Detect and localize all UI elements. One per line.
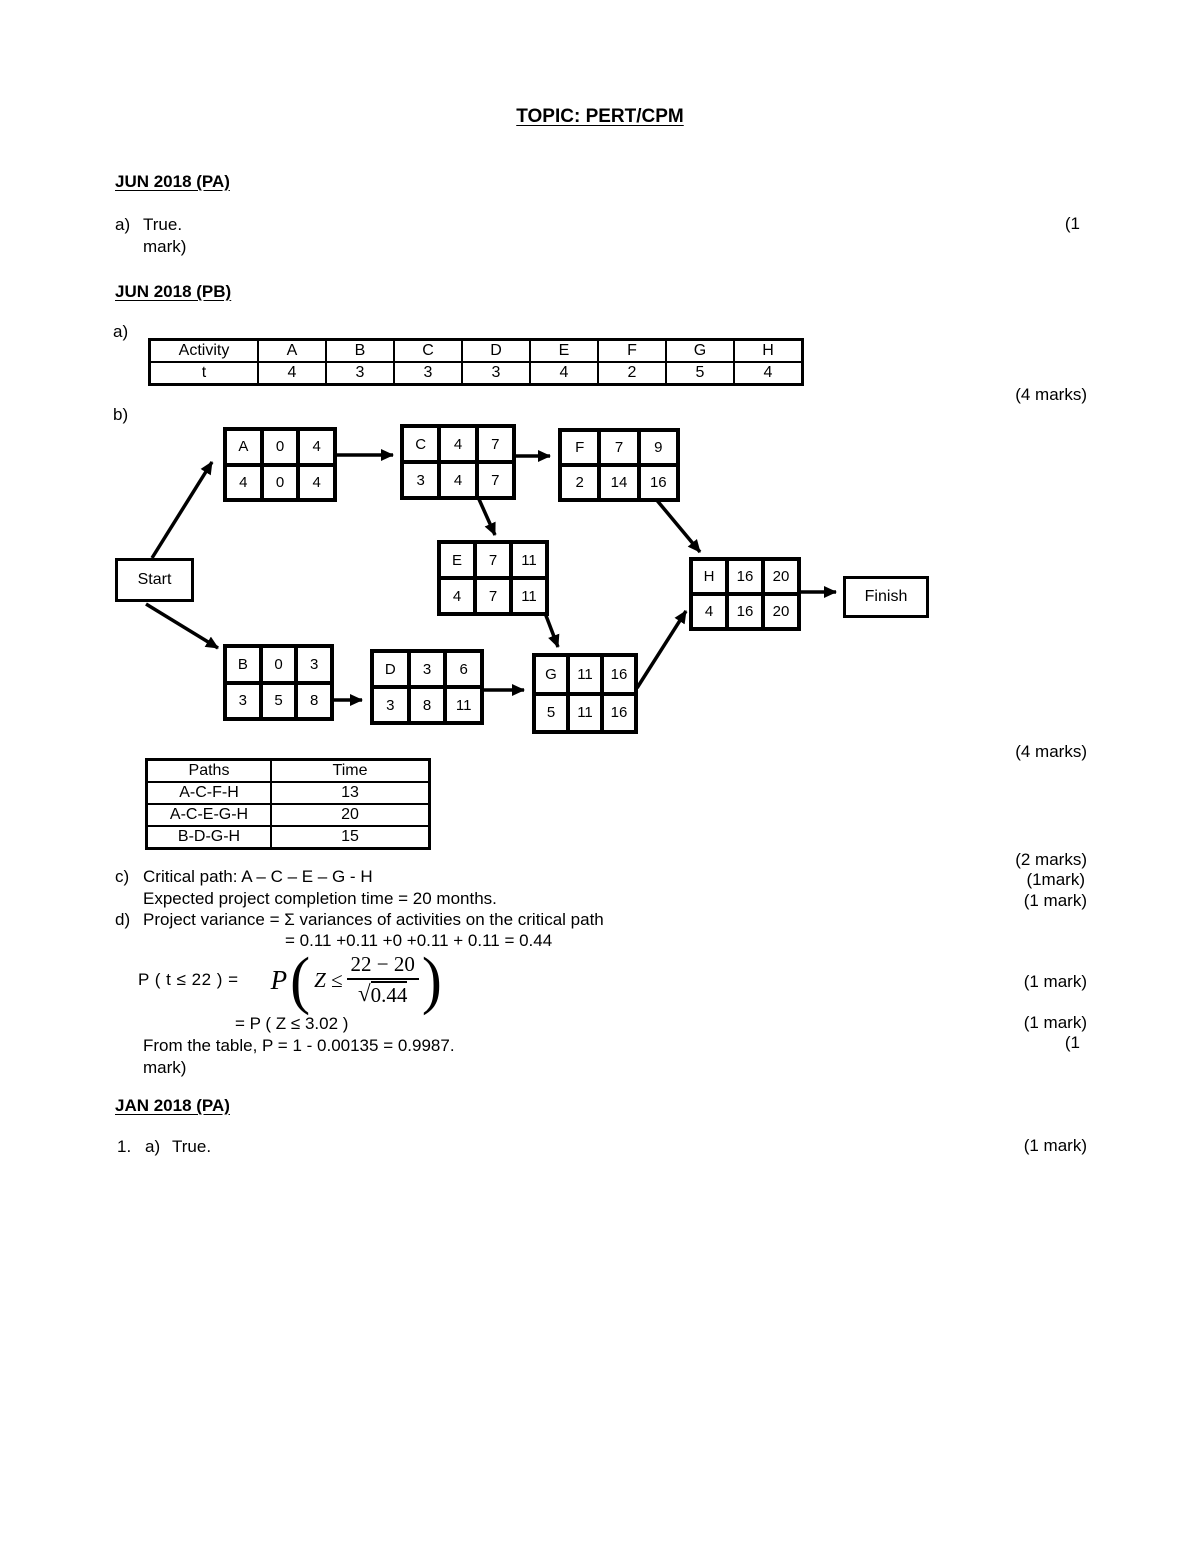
node-b [223, 644, 334, 721]
jun-pa-mark-cont: mark) [143, 237, 187, 256]
part-d-line3: = P ( Z ≤ 3.02 ) [235, 1014, 349, 1033]
probability-formula: P ( t ≤ 22 ) = P ( Z ≤ 22 − 20 √ 0.44 ) [138, 944, 442, 1016]
node-cell: 7 [477, 426, 514, 462]
node-cell: 4 [691, 594, 727, 629]
node-cell: 5 [261, 683, 297, 720]
node-cell: 3 [402, 462, 439, 498]
part-c-line1: Critical path: A – C – E – G - H [143, 867, 373, 886]
node-cell: F [560, 430, 599, 465]
activity-header-cell: C [394, 340, 462, 363]
node-cell: 3 [372, 687, 409, 723]
marks-label-c2: (1 mark) [1023, 891, 1087, 910]
part-c-label: c) [115, 867, 130, 886]
jun-pb-part-b-label: b) [113, 405, 129, 424]
activity-time-cell: t [150, 362, 259, 385]
time-cell: 20 [271, 804, 430, 826]
node-cell: 11 [568, 694, 602, 733]
activity-header-cell: Activity [150, 340, 259, 363]
node-cell: 11 [511, 578, 547, 614]
arrow-e-to-g [545, 613, 558, 647]
node-cell: 0 [261, 646, 297, 683]
node-cell: 7 [599, 430, 638, 465]
formula-left-side: P ( t ≤ 22 ) = [138, 970, 239, 989]
paths-header-cell: Time [271, 760, 430, 783]
activity-header-cell: A [258, 340, 326, 363]
arrow-g-to-h [637, 611, 686, 688]
node-finish: Finish [843, 576, 929, 618]
node-cell: C [402, 426, 439, 462]
node-start: Start [115, 558, 194, 602]
marks-label-diagram: (4 marks) [1015, 742, 1087, 761]
fraction-denominator [358, 980, 407, 1008]
node-cell: D [372, 651, 409, 687]
paths-table-row [147, 826, 430, 849]
node-cell: 4 [225, 465, 262, 501]
node-cell: 3 [409, 651, 446, 687]
node-cell: 3 [225, 683, 261, 720]
activity-time-cell: 4 [530, 362, 598, 385]
part-c-line2: Expected project completion time = 20 months. [143, 889, 497, 908]
part-d-label: d) [115, 910, 131, 929]
jan-pa-item-number: 1. [117, 1137, 132, 1156]
part-d-line4: From the table, P = 1 - 0.00135 = 0.9987. [143, 1036, 455, 1055]
marks-label-d3-open: (1 [1064, 1033, 1080, 1052]
part-d-mark-cont: mark) [143, 1058, 187, 1077]
activity-time-cell: 3 [462, 362, 530, 385]
part-d-line1: Project variance = Σ variances of activities on the critical path [143, 910, 604, 929]
node-cell: 11 [511, 542, 547, 578]
paths-table-row [147, 782, 430, 804]
activity-time-cell: 3 [326, 362, 394, 385]
paths-table [145, 758, 431, 850]
time-cell: 13 [271, 782, 430, 804]
node-cell: 14 [599, 465, 638, 500]
sqrt-argument: 0.44 [370, 983, 408, 1007]
node-cell: 8 [296, 683, 332, 720]
node-cell: 16 [639, 465, 678, 500]
section-heading-jun-pb: JUN 2018 (PB) [115, 282, 232, 301]
node-cell: 16 [727, 559, 763, 594]
node-f [558, 428, 680, 502]
node-d [370, 649, 484, 725]
node-cell: 16 [727, 594, 763, 629]
path-cell: A-C-F-H [147, 782, 272, 804]
node-cell: 9 [639, 430, 678, 465]
node-cell: 7 [475, 542, 511, 578]
jun-pb-part-a-label: a) [113, 322, 129, 341]
activity-time-cell: 5 [666, 362, 734, 385]
activity-time-cell: 4 [258, 362, 326, 385]
sqrt-symbol: √ [358, 981, 371, 1006]
node-cell: 0 [262, 465, 299, 501]
node-e [437, 540, 549, 616]
activity-time-cell: 3 [394, 362, 462, 385]
activity-header-cell: G [666, 340, 734, 363]
formula-z-condition: Z ≤ [314, 967, 343, 992]
node-cell: 5 [534, 694, 568, 733]
arrow-start-to-b [146, 604, 218, 648]
jan-pa-answer: True. [172, 1137, 212, 1156]
node-cell: 4 [439, 462, 476, 498]
activity-header-cell: E [530, 340, 598, 363]
marks-label-d1: (1 mark) [1023, 972, 1087, 991]
path-cell: B-D-G-H [147, 826, 272, 849]
node-cell: G [534, 655, 568, 694]
activity-time-cell: 4 [734, 362, 803, 385]
activity-header-cell: B [326, 340, 394, 363]
fraction-numerator: 22 − 20 [347, 952, 419, 980]
section-heading-jun-pa: JUN 2018 (PA) [115, 172, 230, 191]
jun-pa-mark-open: (1 [1064, 214, 1080, 233]
part-d-line2: = 0.11 +0.11 +0 +0.11 + 0.11 = 0.44 [285, 931, 553, 950]
marks-label-d2: (1 mark) [1023, 1013, 1087, 1032]
node-cell: 4 [298, 429, 335, 465]
node-cell: 4 [439, 578, 475, 614]
node-cell: 4 [298, 465, 335, 501]
node-cell: 16 [602, 694, 636, 733]
node-cell: A [225, 429, 262, 465]
node-cell: 0 [262, 429, 299, 465]
node-cell: E [439, 542, 475, 578]
time-cell: 15 [271, 826, 430, 849]
paths-header-cell: Paths [147, 760, 272, 783]
node-a [223, 427, 337, 502]
arrow-start-to-a [152, 462, 212, 558]
node-cell: 20 [763, 559, 799, 594]
paths-table-row [147, 804, 430, 826]
jun-pa-answer: True. [143, 215, 183, 234]
node-cell: 6 [445, 651, 482, 687]
marks-label-jan: (1 mark) [1023, 1136, 1087, 1155]
arrow-c-to-e [478, 497, 495, 535]
arrow-f-to-h [655, 498, 700, 552]
paths-table-header-row [147, 760, 430, 783]
marks-label-paths: (2 marks) [1015, 850, 1087, 869]
marks-label-table: (4 marks) [1015, 385, 1087, 404]
node-cell: 4 [439, 426, 476, 462]
node-cell: 16 [602, 655, 636, 694]
formula-p-symbol: P [270, 964, 288, 995]
section-heading-jan-pa: JAN 2018 (PA) [115, 1096, 230, 1115]
node-h [689, 557, 801, 631]
node-cell: 11 [568, 655, 602, 694]
jun-pa-item-label: a) [115, 215, 131, 234]
marks-label-c1: (1mark) [1026, 870, 1085, 889]
node-cell: 11 [445, 687, 482, 723]
path-cell: A-C-E-G-H [147, 804, 272, 826]
node-cell: 7 [477, 462, 514, 498]
node-cell: 20 [763, 594, 799, 629]
node-cell: B [225, 646, 261, 683]
activity-header-cell: F [598, 340, 666, 363]
node-g [532, 653, 638, 734]
node-cell: 8 [409, 687, 446, 723]
activity-header-cell: D [462, 340, 530, 363]
node-cell: 3 [296, 646, 332, 683]
node-cell: H [691, 559, 727, 594]
node-c [400, 424, 516, 500]
page-title-text: TOPIC: PERT/CPM [516, 106, 684, 127]
jan-pa-item-label: a) [145, 1137, 161, 1156]
formula-fraction [347, 952, 419, 1008]
activity-time-cell: 2 [598, 362, 666, 385]
activity-header-cell: H [734, 340, 803, 363]
node-cell: 2 [560, 465, 599, 500]
node-cell: 7 [475, 578, 511, 614]
